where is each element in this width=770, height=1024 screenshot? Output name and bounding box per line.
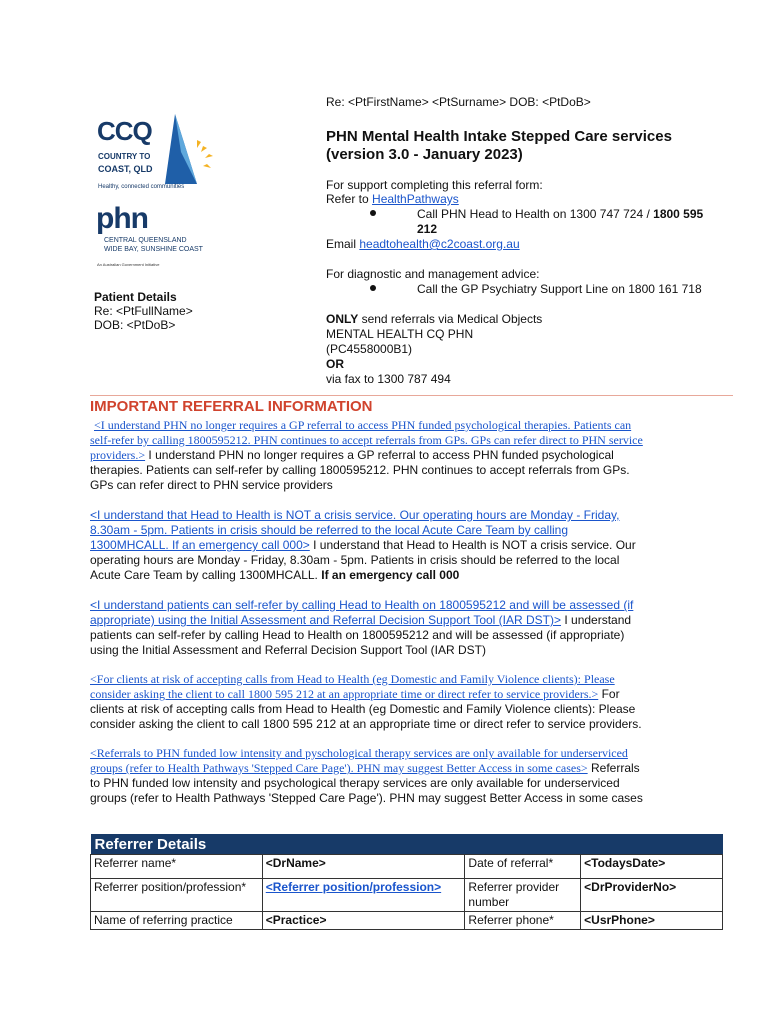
p1-text1: I understand PHN no longer requires a GP referral to access PHN funded psychological bbox=[145, 448, 614, 462]
phn-logo-sub2: WIDE BAY, SUNSHINE COAST bbox=[104, 246, 203, 253]
only-rest: send referrals via Medical Objects bbox=[358, 312, 543, 326]
p5-text3: groups (refer to Health Pathways 'Stepped Care Page'). PHN may suggest Better Access in some cases bbox=[90, 791, 643, 805]
p2-text3-line bbox=[90, 568, 459, 583]
p5-link-line1[interactable]: <Referrals to PHN funded low intensity and pyschological therapy services are only available for underserviced bbox=[90, 746, 628, 760]
p5-line2 bbox=[90, 761, 640, 776]
email-link[interactable]: headtohealth@c2coast.org.au bbox=[359, 237, 520, 251]
p2-link-line1[interactable]: <I understand that Head to Health is NOT a crisis service. Our operating hours are Monday - Friday, bbox=[90, 508, 620, 522]
p1-link-line2[interactable]: self-refer by calling 1800595212. PHN continues to accept referrals from GPs. GPs can refer direct to PHN service bbox=[90, 433, 643, 447]
call-phn-line bbox=[417, 207, 703, 222]
phn-logo-sub3: An Australian Government Initiative bbox=[97, 262, 160, 267]
p1-line3 bbox=[90, 448, 614, 463]
p4-link-line1[interactable]: <For clients at risk of accepting calls from Head to Health (eg Domestic and Family Violence clients): Please bbox=[90, 672, 615, 686]
referrer-phone-field[interactable]: <UsrPhone> bbox=[581, 912, 723, 930]
patient-dob: DOB: <PtDoB> bbox=[94, 318, 176, 332]
p4-text1: For bbox=[598, 687, 620, 701]
p3-link-line2[interactable]: appropriate) using the Initial Assessment and Referral Decision Support Tool (IAR DST)> bbox=[90, 613, 562, 627]
p5-text1: Referrals bbox=[587, 761, 640, 775]
support-intro: For support completing this referral form: bbox=[326, 178, 543, 192]
phn-logo bbox=[96, 202, 218, 270]
mo-line2: (PC4558000B1) bbox=[326, 342, 413, 356]
p1-text3: GPs can refer direct to PHN service providers bbox=[90, 478, 333, 492]
gp-support-line: Call the GP Psychiatry Support Line on 1800 161 718 bbox=[417, 282, 702, 296]
patient-header-line: Re: <PtFirstName> <PtSurname> DOB: <PtDoB> bbox=[326, 95, 591, 109]
p4-text3: consider asking the client to call 1800 595 212 at an appropriate time or direct refer to service providers. bbox=[90, 717, 642, 731]
fax-line: via fax to 1300 787 494 bbox=[326, 372, 451, 386]
bullet-icon bbox=[370, 285, 376, 291]
phn-logo-text: phn bbox=[96, 202, 148, 235]
table-row bbox=[91, 879, 723, 912]
call-number-a: 1800 595 bbox=[653, 207, 704, 221]
p2-text1: I understand that Head to Health is NOT a crisis service. Our bbox=[309, 538, 636, 552]
only-line bbox=[326, 312, 542, 327]
healthpathways-link[interactable]: HealthPathways bbox=[372, 192, 459, 206]
refer-prefix: Refer to bbox=[326, 192, 373, 206]
phn-logo-sub1: CENTRAL QUEENSLAND bbox=[104, 237, 187, 244]
table-row bbox=[91, 855, 723, 879]
referring-practice-label: Name of referring practice bbox=[91, 912, 263, 930]
p2-link-line3[interactable]: 1300MHCALL. If an emergency call 000> bbox=[90, 538, 310, 552]
p2-link-line2[interactable]: 8.30am - 5pm. Patients in crisis should be referred to the local Acute Care Team by calling bbox=[90, 523, 569, 537]
p5-text2: to PHN funded low intensity and psychological therapy services are only available for underserviced bbox=[90, 776, 620, 790]
p3-link-line1[interactable]: <I understand patients can self-refer by calling Head to Health on 1800595212 and will be assessed (if bbox=[90, 598, 634, 612]
p2-text2: operating hours are Monday - Friday, 8.30am - 5pm. Patients in crisis should be referred to the local bbox=[90, 553, 620, 567]
mo-line1: MENTAL HEALTH CQ PHN bbox=[326, 327, 474, 341]
referrer-position-label: Referrer position/profession* bbox=[91, 879, 263, 912]
p4-link-line2[interactable]: consider asking the client to call 1800 595 212 at an appropriate time or direct refer to service providers.> bbox=[90, 687, 599, 701]
p2-text3-bold: If an emergency call 000 bbox=[321, 568, 460, 582]
p3-text3: using the Initial Assessment and Referral Decision Support Tool (IAR DST) bbox=[90, 643, 486, 657]
patient-name: Re: <PtFullName> bbox=[94, 304, 193, 318]
referrer-name-label: Referrer name* bbox=[91, 855, 263, 879]
ccq-logo-sub1: COUNTRY TO bbox=[98, 152, 151, 161]
provider-number-label: Referrer provider number bbox=[465, 879, 581, 912]
p1-text2: therapies. Patients can self-refer by calling 1800595212. PHN continues to accept referrals from GPs. bbox=[90, 463, 630, 477]
call-number-b: 212 bbox=[417, 222, 438, 236]
p4-text2: clients at risk of accepting calls from Head to Health (eg Domestic and Family Violence clients): Please bbox=[90, 702, 636, 716]
provider-number-field[interactable]: <DrProviderNo> bbox=[581, 879, 723, 912]
form-version: (version 3.0 - January 2023) bbox=[326, 146, 523, 163]
ccq-logo-tagline: Healthy, connected communities bbox=[98, 184, 185, 190]
refer-line bbox=[326, 192, 459, 207]
p3-text2: patients can self-refer by calling Head to Health on 1800595212 and will be assessed (if appropriate) bbox=[90, 628, 625, 642]
referrer-name-field[interactable]: <DrName> bbox=[262, 855, 465, 879]
referring-practice-field[interactable]: <Practice> bbox=[262, 912, 465, 930]
p2-text3: Acute Care Team by calling 1300MHCALL. bbox=[90, 568, 322, 582]
p4-line2 bbox=[90, 687, 620, 702]
email-prefix: Email bbox=[326, 237, 360, 251]
or-line: OR bbox=[326, 357, 344, 371]
date-of-referral-label: Date of referral* bbox=[465, 855, 581, 879]
referrer-table-header-row bbox=[91, 834, 723, 855]
important-heading: IMPORTANT REFERRAL INFORMATION bbox=[90, 398, 373, 415]
referrer-details-heading: Referrer Details bbox=[91, 834, 723, 855]
ccq-logo bbox=[97, 112, 217, 194]
p5-link-line2[interactable]: groups (refer to Health Pathways 'Stepped Care Page'). PHN may suggest Better Access in some cases> bbox=[90, 761, 588, 775]
table-row bbox=[91, 912, 723, 930]
p1-link-line3[interactable]: providers.> bbox=[90, 448, 146, 462]
referrer-position-field[interactable]: <Referrer position/profession> bbox=[262, 879, 465, 912]
p1-link-line1[interactable]: <I understand PHN no longer requires a GP referral to access PHN funded psychological therapies. Patients can bbox=[94, 418, 632, 432]
referrer-phone-label: Referrer phone* bbox=[465, 912, 581, 930]
only-bold: ONLY bbox=[326, 312, 359, 326]
section-divider bbox=[90, 395, 733, 396]
call-prefix: Call PHN Head to Health on 1300 747 724 / bbox=[417, 207, 654, 221]
p2-line3 bbox=[90, 538, 636, 553]
date-of-referral-field[interactable]: <TodaysDate> bbox=[581, 855, 723, 879]
p3-line2 bbox=[90, 613, 631, 628]
ccq-logo-text: CCQ bbox=[97, 116, 152, 146]
diag-intro: For diagnostic and management advice: bbox=[326, 267, 540, 281]
form-title: PHN Mental Health Intake Stepped Care services bbox=[326, 128, 672, 145]
patient-details-heading: Patient Details bbox=[94, 290, 177, 304]
p3-text1: I understand bbox=[561, 613, 632, 627]
bullet-icon bbox=[370, 210, 376, 216]
referrer-details-table bbox=[90, 834, 723, 930]
email-line bbox=[326, 237, 520, 252]
ccq-logo-sub2: COAST, QLD bbox=[98, 164, 153, 174]
